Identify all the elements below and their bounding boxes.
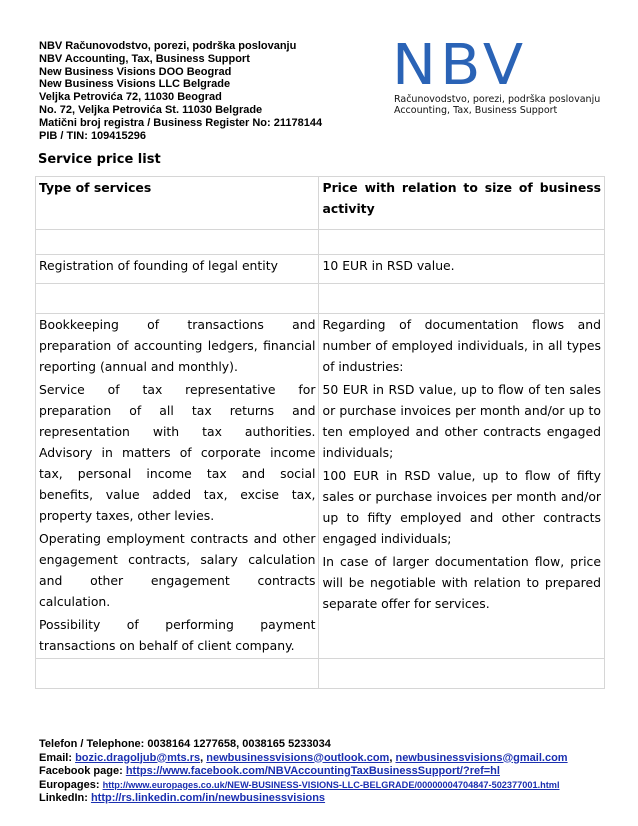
- prices-cell: [319, 314, 605, 659]
- price-item: In case of larger documentation flow, price will be negotiable with relation to prepared separate offer for services.: [322, 554, 601, 611]
- price-table: [35, 176, 605, 689]
- company-line: PIB / TIN: 109415296: [39, 129, 147, 142]
- email-line: Email: bozic.dragoljub@mts.rs, newbusinessvisions@outlook.com, newbusinessvisions@gmail.com: [39, 751, 568, 764]
- header-cell-service: Type of services: [36, 177, 319, 230]
- table-row: [36, 314, 605, 659]
- service-item: Possibility of performing payment transactions on behalf of client company.: [39, 617, 316, 653]
- telephone-label: Telefon / Telephone:: [39, 738, 145, 750]
- email-link[interactable]: newbusinessvisions@gmail.com: [395, 751, 568, 764]
- company-line: New Business Visions DOO Beograd: [39, 65, 232, 78]
- europages-line: [39, 779, 619, 793]
- email-label: Email:: [39, 751, 73, 764]
- table-row-empty: [36, 230, 605, 255]
- facebook-link[interactable]: https://www.facebook.com/NBVAccountingTaxBusinessSupport/?ref=hl: [125, 765, 500, 777]
- price-cell: 10 EUR in RSD value.: [319, 255, 605, 284]
- nbv-logo: [392, 33, 602, 116]
- logo-mark: NBV: [392, 33, 528, 98]
- telephone-value: 0038164 1277658, 0038165 5233034: [147, 738, 331, 750]
- service-item: Service of tax representative for preparation of all tax returns and representation with tax authorities. Advisory in matters of corporate income tax, personal income tax and social benefits, value added tax, excise tax, property taxes, other levies.: [39, 382, 316, 523]
- table-row-empty: [36, 284, 605, 314]
- company-line: NBV Računovodstvo, porezi, podrška poslovanju: [39, 40, 297, 52]
- page-title: Service price list: [38, 152, 161, 167]
- company-line: NBV Accounting, Tax, Business Support: [39, 52, 250, 65]
- price-item: Regarding of documentation flows and number of employed individuals, in all types of industries:: [322, 317, 601, 374]
- europages-label: Europages:: [39, 778, 100, 791]
- company-info: [39, 40, 359, 142]
- facebook-label: Facebook page:: [39, 765, 123, 777]
- email-link[interactable]: newbusinessvisions@outlook.com: [206, 751, 390, 764]
- table-row: [36, 255, 605, 284]
- email-link[interactable]: bozic.dragoljub@mts.rs: [75, 751, 201, 764]
- service-item: Bookkeeping of transactions and preparation of accounting ledgers, financial reporting (annual and monthly).: [39, 317, 316, 374]
- company-line: Veljka Petrovića 72, 11030 Beograd: [39, 91, 222, 104]
- services-cell: [36, 314, 319, 659]
- logo-tagline-sr: Računovodstvo, porezi, podrška poslovanju: [394, 94, 601, 105]
- linkedin-line: [39, 792, 619, 806]
- europages-link[interactable]: http://www.europages.co.uk/NEW-BUSINESS-VISIONS-LLC-BELGRADE/00000004704847-502377001.html: [102, 779, 560, 790]
- facebook-line: [39, 765, 619, 779]
- logo-tagline-en: Accounting, Tax, Business Support: [394, 105, 558, 116]
- price-item: 100 EUR in RSD value, up to flow of fifty sales or purchase invoices per month and/or up to fifty employed and other contracts engaged individuals;: [322, 468, 601, 546]
- linkedin-link[interactable]: http://rs.linkedin.com/in/newbusinessvisions: [90, 792, 326, 804]
- header-cell-price: Price with relation to size of business activity: [319, 177, 605, 230]
- company-line: New Business Visions LLC Belgrade: [39, 78, 231, 91]
- company-line: No. 72, Veljka Petrovića St. 11030 Belgrade: [39, 103, 263, 116]
- linkedin-label: LinkedIn:: [39, 792, 88, 804]
- price-item: 50 EUR in RSD value, up to flow of ten sales or purchase invoices per month and/or up to ten employed and other contracts engaged individuals;: [322, 382, 601, 460]
- contact-footer: [39, 738, 619, 806]
- telephone-line: [39, 738, 619, 752]
- table-row-empty: [36, 659, 605, 689]
- service-item: Operating employment contracts and other engagement contracts, salary calculation and other engagement contracts calculation.: [39, 531, 316, 609]
- table-header-row: [36, 177, 605, 230]
- service-cell: Registration of founding of legal entity: [36, 255, 319, 284]
- company-line: Matični broj registra / Business Register No: 21178144: [39, 116, 323, 129]
